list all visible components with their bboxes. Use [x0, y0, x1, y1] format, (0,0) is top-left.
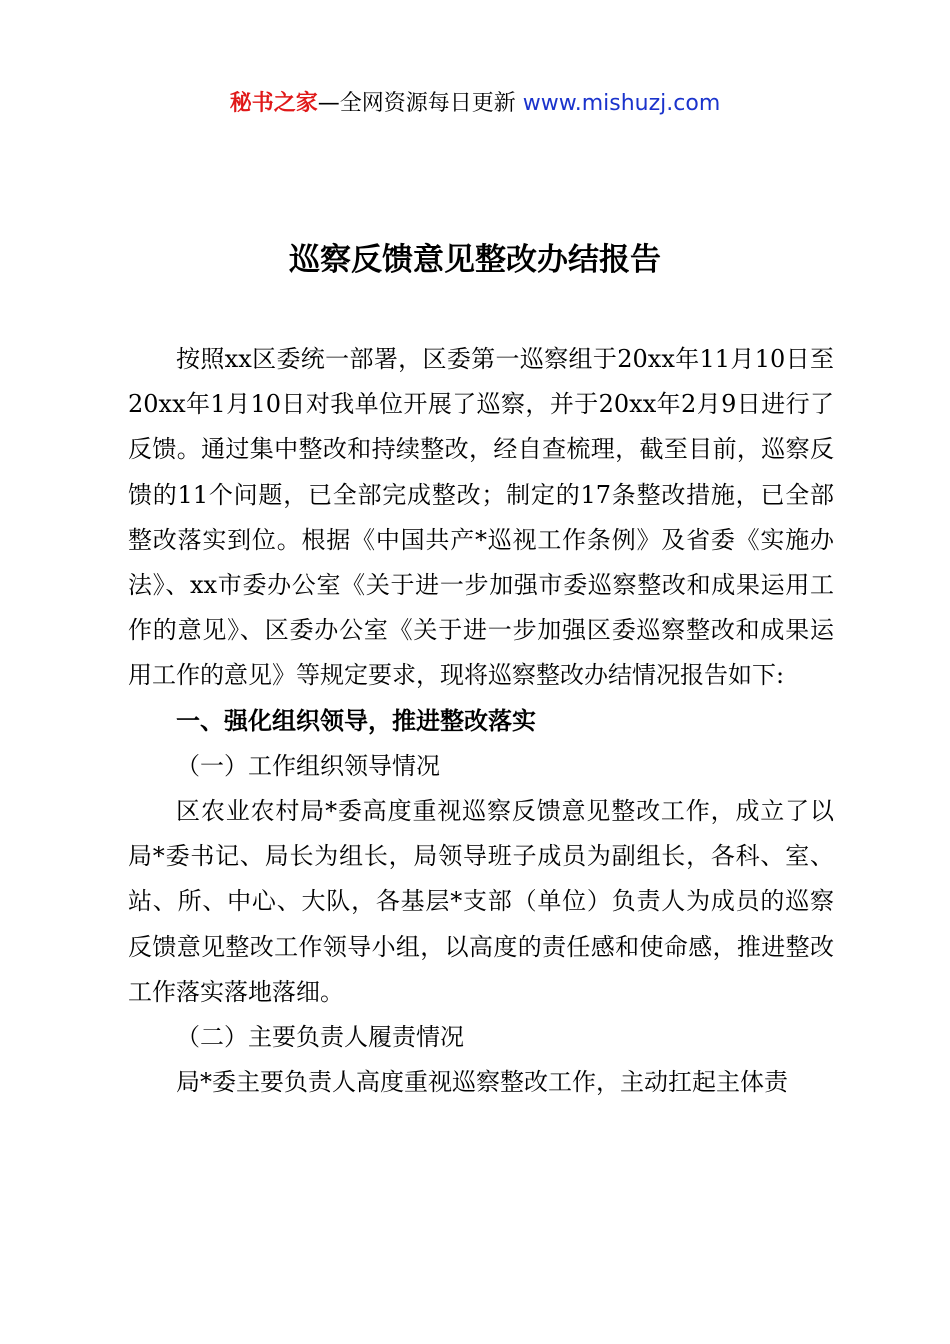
intro-paragraph: 按照xx区委统一部署，区委第一巡察组于20xx年11月10日至20xx年1月10日对我单位开展了巡察，并于20xx年2月9日进行了反馈。通过集中整改和持续整改，经自查梳理，截至目前，巡察反馈的11个问题，已全部完成整改；制定的17条整改措施，已全部整改落实到位。根据《中国共产*巡视工作条例》及省委《实施办法》、xx市委办公室《关于进一步加强市委巡察整改和成果运用工作的意见》、区委办公室《关于进一步加强区委巡察整改和成果运用工作的意见》等规定要求，现将巡察整改办结情况报告如下: — [128, 345, 834, 690]
site-header — [0, 88, 950, 120]
subsection-2-heading: （二）主要负责人履责情况 — [176, 1023, 464, 1052]
document-title: 巡察反馈意见整改办结报告 — [289, 242, 661, 278]
subsection-1-paragraph: 区农业农村局*委高度重视巡察反馈意见整改工作，成立了以局*委书记、局长为组长，局领导班子成员为副组长，各科、室、站、所、中心、大队，各基层*支部（单位）负责人为成员的巡察反馈意见整改工作领导小组，以高度的责任感和使命感，推进整改工作落实落地落细。 — [128, 797, 834, 1006]
document-body — [128, 337, 834, 1105]
site-brand: 秘书之家 — [229, 91, 318, 116]
site-url-link[interactable]: www.mishuzj.com — [522, 91, 721, 116]
subsection-1-heading: （一）工作组织领导情况 — [176, 751, 440, 780]
section-1-heading: 一、强化组织领导，推进整改落实 — [176, 706, 536, 735]
site-tagline: —全网资源每日更新 — [317, 91, 516, 116]
subsection-2-paragraph: 局*委主要负责人高度重视巡察整改工作，主动扛起主体责 — [176, 1068, 788, 1097]
